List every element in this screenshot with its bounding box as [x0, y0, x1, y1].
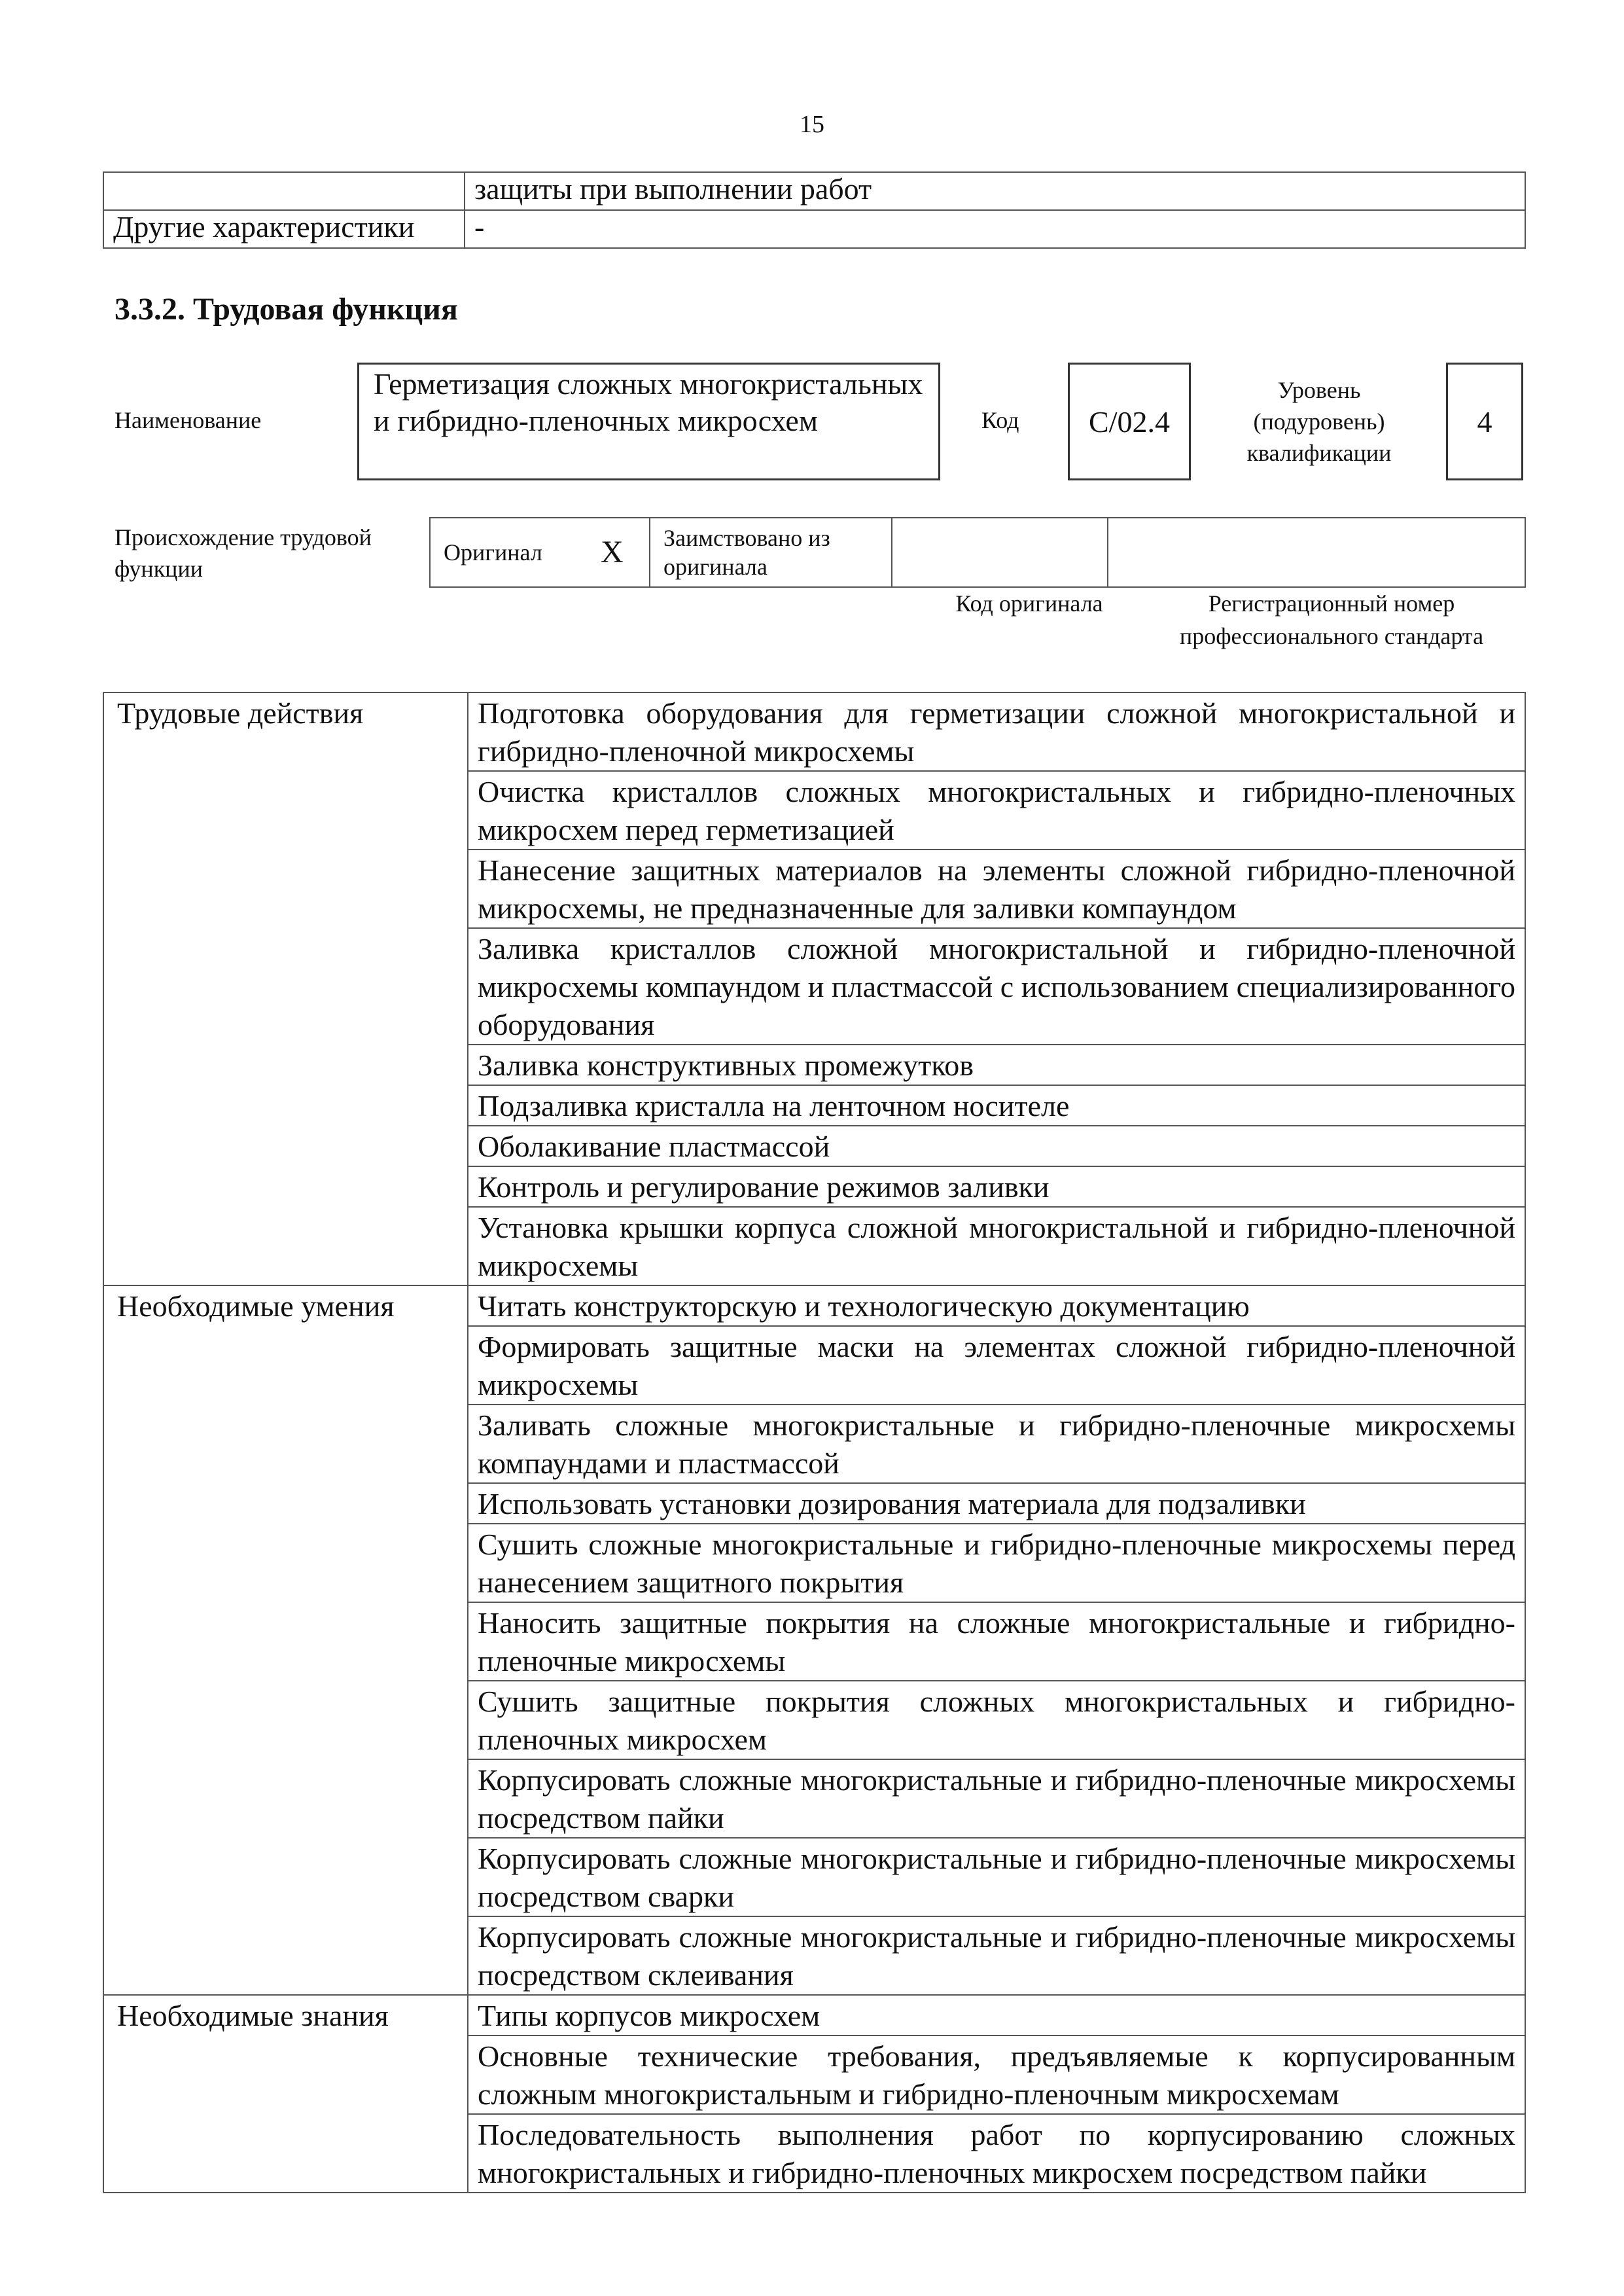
table-cell: Последовательность выполнения работ по корпусированию сложных многокристальных и гибридно-пленочных микросхем посредством пайки — [468, 2114, 1525, 2193]
other-characteristics-value: - — [465, 210, 1525, 248]
continuation-text: защиты при выполнении работ — [465, 172, 1525, 210]
table-cell: Читать конструкторскую и технологическую документацию — [468, 1285, 1525, 1326]
category-required-skills: Необходимые умения — [103, 1285, 468, 1995]
continuation-empty-cell — [103, 172, 465, 210]
registration-number-caption: Регистрационный номер профессионального стандарта — [1179, 590, 1484, 649]
borrowed-label: Заимствовано из оригинала — [650, 518, 892, 587]
name-label: Наименование — [115, 407, 262, 433]
origin-table — [429, 517, 1526, 588]
original-label: Оригинал — [430, 518, 588, 587]
table-cell: Корпусировать сложные многокристальные и гибридно-пленочные микросхемы посредством пайки — [468, 1759, 1525, 1838]
section-title: 3.3.2. Трудовая функция — [115, 292, 458, 327]
table-cell: Корпусировать сложные многокристальные и гибридно-пленочные микросхемы посредством сварки — [468, 1838, 1525, 1916]
table-row — [430, 518, 1525, 587]
category-labor-actions: Трудовые действия — [103, 692, 468, 1285]
level-label: Уровень (подуровень) квалификации — [1246, 377, 1392, 466]
category-required-knowledge: Необходимые знания — [103, 1995, 468, 2193]
table-cell: Нанесение защитных материалов на элементы сложной гибридно-пленочной микросхемы, не предназначенные для заливки компаундом — [468, 850, 1525, 928]
table-cell: Сушить сложные многокристальные и гибридно-пленочные микросхемы перед нанесением защитного покрытия — [468, 1524, 1525, 1602]
table-cell: Заливка кристаллов сложной многокристальной и гибридно-пленочной микросхемы компаундом и пластмассой с использованием специализированного оборудования — [468, 928, 1525, 1045]
table-cell: Наносить защитные покрытия на сложные многокристальные и гибридно-пленочные микросхемы — [468, 1602, 1525, 1681]
table-cell: Сушить защитные покрытия сложных многокристальных и гибридно-пленочных микросхем — [468, 1681, 1525, 1759]
table-cell: Корпусировать сложные многокристальные и гибридно-пленочные микросхемы посредством склеивания — [468, 1916, 1525, 1995]
table-cell: Формировать защитные маски на элементах сложной гибридно-пленочной микросхемы — [468, 1326, 1525, 1405]
table-cell: Контроль и регулирование режимов заливки — [468, 1166, 1525, 1207]
table-cell: Типы корпусов микросхем — [468, 1995, 1525, 2036]
original-mark: X — [588, 518, 650, 587]
other-characteristics-label: Другие характеристики — [103, 210, 465, 248]
code-box: C/02.4 — [1068, 363, 1191, 480]
table-cell: Подготовка оборудования для герметизации сложной многокристальной и гибридно-пленочной микросхемы — [468, 692, 1525, 771]
table-row — [103, 692, 1525, 771]
table-cell: Заливка конструктивных промежутков — [468, 1045, 1525, 1085]
original-code-cell — [892, 518, 1108, 587]
continuation-table — [103, 171, 1526, 249]
code-label: Код — [981, 407, 1019, 433]
table-row — [103, 172, 1525, 210]
table-cell: Основные технические требования, предъявляемые к корпусированным сложным многокристальным и гибридно-пленочным микросхемам — [468, 2036, 1525, 2114]
registration-number-cell — [1108, 518, 1525, 587]
table-row — [103, 1995, 1525, 2036]
requirements-table — [103, 692, 1526, 2193]
level-box: 4 — [1446, 363, 1523, 480]
table-cell: Оболакивание пластмассой — [468, 1126, 1525, 1166]
table-cell: Использовать установки дозирования материала для подзаливки — [468, 1483, 1525, 1524]
page-number: 15 — [800, 111, 824, 138]
table-cell: Установка крышки корпуса сложной многокристальной и гибридно-пленочной микросхемы — [468, 1207, 1525, 1285]
table-cell: Очистка кристаллов сложных многокристальных и гибридно-пленочных микросхем перед герметизацией — [468, 771, 1525, 850]
original-code-caption: Код оригинала — [955, 590, 1103, 617]
origin-label: Происхождение трудовой функции — [115, 524, 372, 582]
table-cell: Подзаливка кристалла на ленточном носителе — [468, 1085, 1525, 1126]
function-name-box: Герметизация сложных многокристальных и гибридно-пленочных микросхем — [357, 363, 940, 480]
table-row — [103, 1285, 1525, 1326]
table-row — [103, 210, 1525, 248]
table-cell: Заливать сложные многокристальные и гибридно-пленочные микросхемы компаундами и пластмассой — [468, 1405, 1525, 1483]
